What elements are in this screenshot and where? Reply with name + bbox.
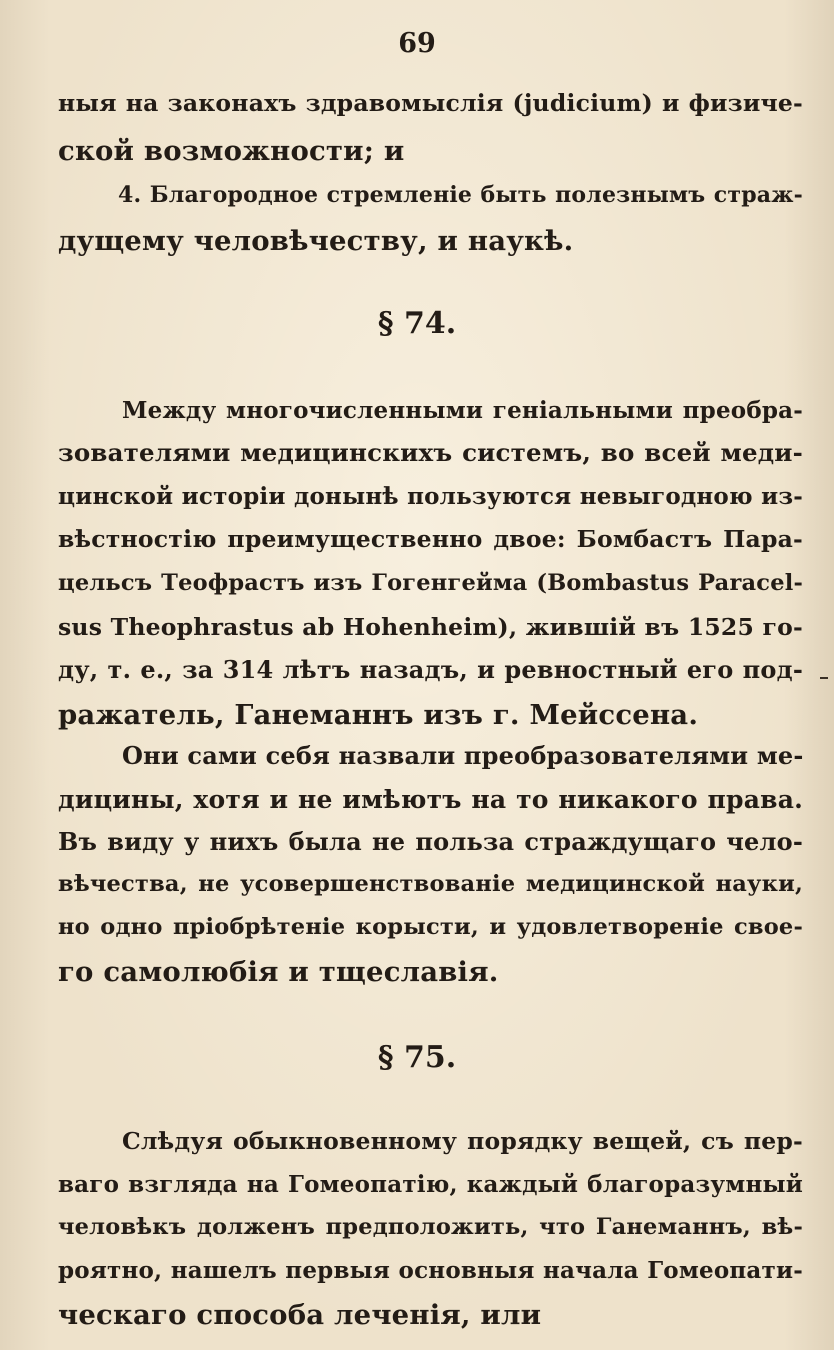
page-number: 69 <box>398 28 436 59</box>
text-line: вѣстностію преимущественно двое: Бомбастъ Пара- <box>58 525 803 553</box>
text-line: ской возможности; и <box>58 135 405 167</box>
text-line: го самолюбія и тщеславія. <box>58 956 499 988</box>
text-line: зователями медицинскихъ системъ, во всей меди- <box>58 438 803 467</box>
text-line: но одно пріобрѣтеніе корысти, и удовлетвореніе свое- <box>58 914 803 940</box>
text-line: ваго взгляда на Гомеопатію, каждый благоразумный <box>58 1171 803 1198</box>
text-line: человѣкъ долженъ предположить, что Ганеманнъ, вѣ- <box>58 1214 803 1240</box>
text-line: ныя на законахъ здравомыслія (judicium) и физиче- <box>58 89 803 117</box>
text-line: ду, т. е., за 314 лѣтъ назадъ, и ревностный его под- <box>58 655 803 684</box>
text-line: ражатель, Ганеманнъ изъ г. Мейссена. <box>58 699 699 731</box>
text-line: Въ виду у нихъ была не польза страждущаго чело- <box>58 827 803 856</box>
section-heading: § 75. <box>377 1040 457 1075</box>
text-line: Между многочисленными геніальными преобра- <box>122 397 803 424</box>
text-line: Слѣдуя обыкновенному порядку вещей, съ пер- <box>122 1127 803 1155</box>
text-line: цинской исторіи донынѣ пользуются невыгодною из- <box>58 483 803 510</box>
text-line: дущему человѣчеству, и наукѣ. <box>58 225 574 257</box>
text-line: Они сами себя назвали преобразователями ме- <box>122 741 804 770</box>
text-line: цельсъ Теофрастъ изъ Гогенгейма (Bombastus Paracel- <box>58 570 803 596</box>
text-line: 4. Благородное стремленіе быть полезнымъ страж- <box>118 182 803 208</box>
text-line: ческаго способа леченія, или <box>58 1299 542 1331</box>
text-line: вѣчества, не усовершенствованіе медицинской науки, <box>58 871 803 897</box>
text-line: sus Theophrastus ab Hohenheim), жившій въ 1525 го- <box>58 613 803 641</box>
margin-mark <box>820 677 828 679</box>
text-line: роятно, нашелъ первыя основныя начала Гомеопати- <box>58 1257 803 1284</box>
text-line: дицины, хотя и не имѣютъ на то никакого права. <box>58 785 803 814</box>
section-heading: § 74. <box>377 306 457 341</box>
